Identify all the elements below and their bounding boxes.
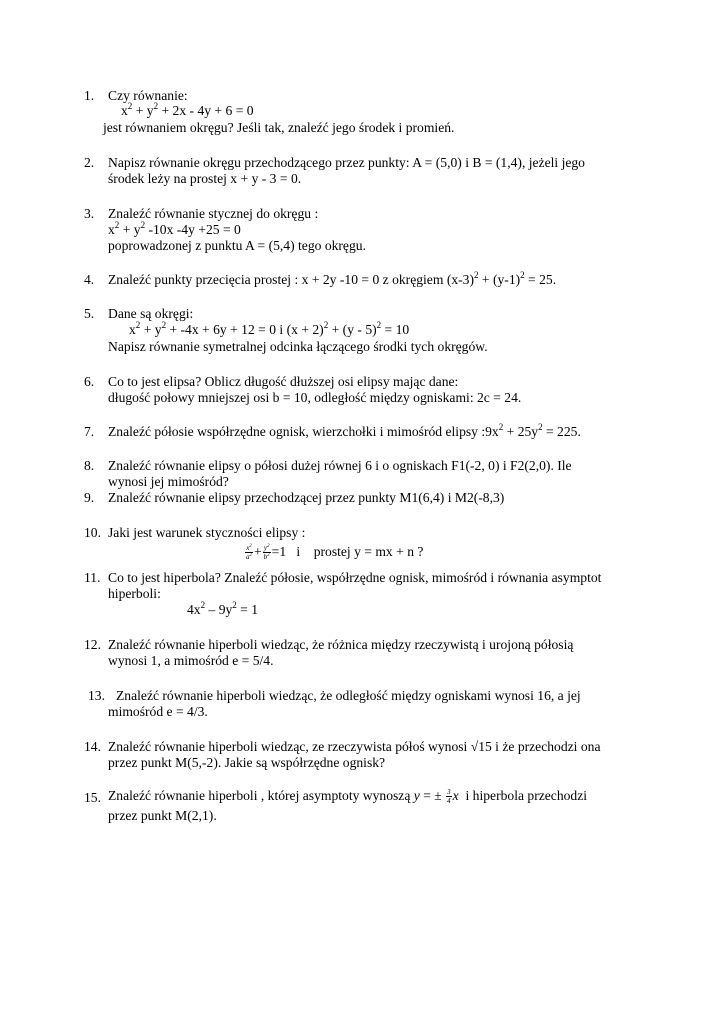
problem-7-line: Znaleźć półosie współrzędne ognisk, wierzchołki i mimośród elipsy $:9x^2 + 25y^2 = 225$.	[108, 422, 581, 439]
problem-8-line-1: Znaleźć równanie elipsy o półosi dużej równej 6 i o ogniskach F1(-2, 0) i F2(2,0). Ile	[108, 458, 572, 473]
problem-13-line-2: mimośród e = 4/3.	[108, 704, 208, 719]
item-number-10: 10.	[84, 525, 101, 540]
item-number-14: 14.	[84, 739, 101, 754]
problem-6-line-1: Co to jest elipsa? Oblicz długość dłuższej osi elipsy mając dane:	[108, 374, 459, 389]
problem-12-line-1: Znaleźć równanie hiperboli wiedząc, że różnica między rzeczywistą i urojoną półosią	[108, 637, 574, 652]
problem-6-line-2: długość połowy mniejszej osi b = 10, odległość między ogniskami: 2c = 24.	[108, 390, 522, 405]
problem-13-line-1: Znaleźć równanie hiperboli wiedząc, że odległość między ogniskami wynosi 16, a jej	[116, 688, 581, 703]
problem-5-intro: Dane są okręgi:	[108, 306, 194, 321]
problem-3-equation: $x^2 + y^2$ -10x -4y +25 = 0	[108, 220, 241, 237]
problem-5-equations: $x^2 + y^2 + -4x + 6y + 12 = 0$ i $(x + 2)^2 + (y - 5)^2 = 10$	[129, 320, 410, 337]
problem-3-line-3: poprowadzonej z punktu A = (5,4) tego okręgu.	[108, 238, 366, 253]
problem-3-line-1: Znaleźć równanie stycznej do okręgu :	[108, 206, 319, 221]
problem-11-line-2: hiperboli:	[108, 586, 161, 601]
problem-11-line-1: Co to jest hiperbola? Znaleźć półosie, współrzędne ognisk, mimośród i równania asymptot	[108, 570, 602, 585]
item-number-4: 4.	[84, 272, 95, 287]
problem-1-intro: Czy równanie:	[108, 88, 188, 103]
problem-1-question: jest równaniem okręgu? Jeśli tak, znaleźć jego środek i promień.	[103, 120, 455, 135]
item-number-6: 6.	[84, 374, 95, 389]
problem-2-line-2: środek leży na prostej x + y - 3 = 0.	[108, 171, 302, 186]
item-number-15: 15.	[84, 790, 101, 805]
problem-10-line-1: Jaki jest warunek styczności elipsy :	[108, 525, 306, 540]
item-number-9: 9.	[84, 490, 95, 505]
item-number-3: 3.	[84, 206, 95, 221]
problem-10-equation: $\frac{x^2}{a^2}$ + $\frac{y^2}{b^2}$ =1 i prostej y = mx + n ?	[246, 544, 424, 562]
problem-4-line: Znaleźć punkty przecięcia prostej : x + 2y -10 = 0 z okręgiem $(x-3)^2 + (y-1)^2 = 25$.	[108, 270, 557, 287]
item-number-11: 11.	[84, 570, 101, 585]
item-number-1: 1.	[84, 88, 95, 103]
item-number-5: 5.	[84, 306, 95, 321]
problem-15-line-2: przez punkt M(2,1).	[108, 808, 217, 823]
item-number-12: 12.	[84, 637, 101, 652]
problem-2-line-1: Napisz równanie okręgu przechodzącego przez punkty: A = (5,0) i B = (1,4), jeżeli jego	[108, 155, 585, 170]
item-number-7: 7.	[84, 424, 95, 439]
fraction-y2-b2: $\frac{y^2}{b^2}$	[263, 544, 270, 562]
fraction-x2-a2: $\frac{x^2}{a^2}$	[246, 544, 252, 562]
problem-14-line-2: przez punkt M(5,-2). Jakie są współrzędne ognisk?	[108, 755, 386, 770]
fraction-3-4: $\frac{3}{4}$	[447, 788, 451, 806]
problem-15-line-1: Znaleźć równanie hiperboli , której asymptoty wynoszą y = ± $\frac{3}{4}$ x i hiperbola przechodzi	[108, 788, 588, 806]
problem-5-task: Napisz równanie symetralnej odcinka łączącego środki tych okręgów.	[108, 339, 488, 354]
problem-12-line-2: wynosi 1, a mimośród e = 5/4.	[108, 653, 274, 668]
problem-9-line: Znaleźć równanie elipsy przechodzącej przez punkty M1(6,4) i M2(-8,3)	[108, 490, 505, 505]
problem-1-equation: $x^2 + y^2 + 2x - 4y + 6 = 0$	[121, 101, 254, 118]
problem-14-line-1: Znaleźć równanie hiperboli wiedząc, ze rzeczywista półoś wynosi √15 i że przechodzi ona	[108, 739, 601, 754]
item-number-2: 2.	[84, 155, 95, 170]
item-number-8: 8.	[84, 458, 95, 473]
problem-8-line-2: wynosi jej mimośród?	[108, 474, 229, 489]
problem-11-equation: $4x^2 - 9y^2 = 1$	[187, 600, 259, 617]
item-number-13: 13.	[88, 688, 105, 703]
